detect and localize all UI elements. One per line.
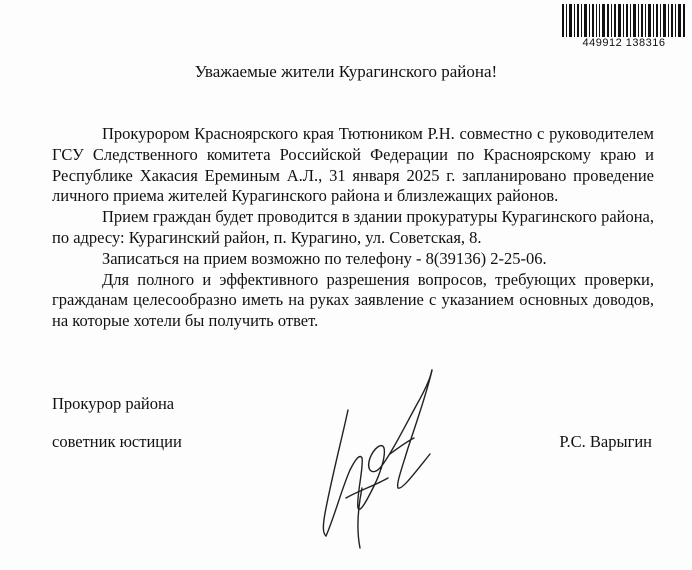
page-title: Уважаемые жители Курагинского района! xyxy=(194,62,498,81)
signatory-name: Р.С. Варыгин xyxy=(559,432,652,451)
handwritten-signature xyxy=(290,358,470,558)
paragraph: Прокурором Красноярского края Тютюником Р.Н. совместно с руководителем ГСУ Следственного комитета Российской Федерации по Красноярскому краю и Республике Хакасия Ереминым А.Л., 31 января 2025 г. запланировано проведение личного приема жителей Курагинского района и близлежащих районов. xyxy=(52,124,654,206)
barcode-number: 449912 138316 xyxy=(560,37,688,49)
barcode-icon xyxy=(560,4,688,38)
letter-body xyxy=(52,124,654,332)
signatory-position: Прокурор района xyxy=(52,394,175,413)
barcode xyxy=(560,4,688,52)
paragraph: Для полного и эффективного разрешения вопросов, требующих проверки, гражданам целесообразно иметь на руках заявление с указанием основных доводов, на которые хотели бы получить ответ. xyxy=(52,269,654,331)
paragraph: Записаться на прием возможно по телефону - 8(39136) 2-25-06. xyxy=(102,248,547,268)
signatory-rank: советник юстиции xyxy=(52,432,182,451)
paragraph: Прием граждан будет проводится в здании прокуратуры Курагинского района, по адресу: Курагинский район, п. Курагино, ул. Советская, 8. xyxy=(52,207,654,247)
